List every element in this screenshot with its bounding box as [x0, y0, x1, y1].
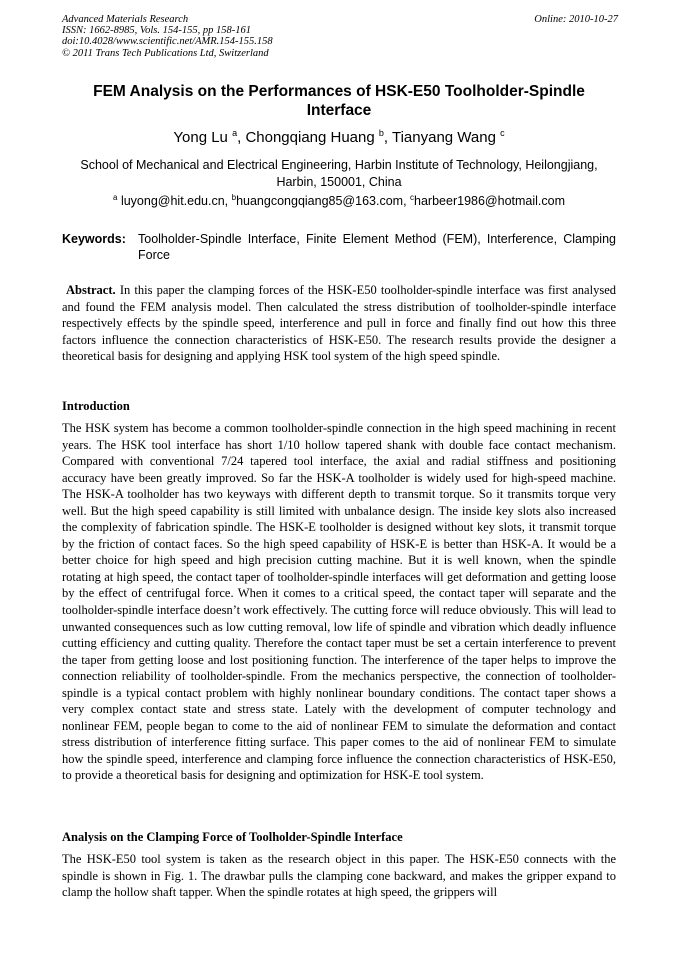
abstract-paragraph [62, 282, 616, 365]
introduction-paragraph: The HSK system has become a common toolholder-spindle connection in the high speed machining in recent years. The HSK tool interface has short 1/10 hollow tapered shank with double face contact mechanism. Compared with conventional 7/24 tapered tool interface, the axial and radial stiffness and positioning accuracy have been greatly improved. So far the HSK-A toolholder is widely used for high-speed machine. The HSK-A toolholder has two keyways with different depth to transmit torque. So it transmits torque very well. But the high speed capability is still limited with unbalance design. The inside key slots also increased the complexity of fabrication spindle. The HSK-E toolholder is designed without key slots, it transmit torque by the friction of contact faces. So the high speed capability of HSK-E is better than HSK-A. It would be a better choice for high speed and high precision cutting machine. But it is well known, when the spindle rotating at high speed, the contact taper of toolholder-spindle interfaces will get deformation and getting loose by the effect of centrifugal force. When it comes to a critical speed, the contact taper will separate and the toolholder-spindle interface doesn’t work effectively. The cutting force will reduce obviously. This will lead to unwanted consequences such as low cutting removal, low life of spindle and vibration which deadly influence cutting efficiency and cutting quality. Therefore the contact taper must be set a certain interference to prevent the taper from getting loose and lost positioning function. The interference of the taper helps to improve the connection reliability of toolholder-spindle. From the mechanics perspective, the connection of toolholder-spindle is a typical contact problem with highly nonlinear boundary conditions. The contact taper shows a very complex contact state and stress state. Lately with the development of computer technology and nonlinear FEM, people began to come to the aid of nonlinear FEM to simulate the deformation and contact stress distribution of interference fitting surface. This paper comes to the aid of nonlinear FEM to simulate how the spindle speed, interference and clamping force influence the connection characteristics of HSK-E50, to provide a theoretical basis for designing and optimization for HSK-E tool system. [62, 421, 616, 783]
email-address: luyong@hit.edu.cn, [120, 194, 229, 208]
email-list [62, 193, 616, 209]
author-name: Chongqiang Huang [245, 129, 375, 146]
email-address: harbeer1986@hotmail.com [414, 194, 565, 208]
section-paragraph: The HSK-E50 tool system is taken as the research object in this paper. The HSK-E50 connects with the spindle is shown in Fig. 1. The drawbar pulls the clamping cone backward, and makes the gripper expand to clamp the hollow shaft tapper. When the spindle rotates at high speed, the grippers will [62, 852, 616, 900]
abstract-text: In this paper the clamping forces of the HSK-E50 toolholder-spindle interface was first analysed and found the FEM analysis model. Then calculated the stress distribution of toolholder-spindle interface respectively effects by the spindle speed, interference and pull in force and finally find out how this three factors influence the connection characteristics of HSK-E50. The research results provide the designer a theoretical basis for designing and applying HSK tool system of the high speed spindle. [62, 283, 616, 364]
journal-name: Advanced Materials Research [62, 14, 189, 25]
copyright-line: © 2011 Trans Tech Publications Ltd, Switzerland [62, 47, 269, 59]
email-superscript: a [113, 192, 118, 202]
online-date: Online: 2010-10-27 [534, 14, 618, 25]
email-superscript: b [231, 192, 237, 202]
email-superscript: c [410, 192, 415, 202]
section-heading: Analysis on the Clamping Force of Toolholder-Spindle Interface [62, 830, 403, 844]
affiliation: School of Mechanical and Electrical Engineering, Harbin Institute of Technology, Heilongjiang, Harbin, 150001, China [80, 158, 598, 189]
doi-line: doi:10.4028/www.scientific.net/AMR.154-155.158 [62, 36, 273, 48]
keywords-text: Toolholder-Spindle Interface, Finite Element Method (FEM), Interference, Clamping Force [138, 232, 616, 262]
introduction-heading: Introduction [62, 399, 130, 413]
author-superscript: c [500, 128, 505, 138]
issn-line: ISSN: 1662-8985, Vols. 154-155, pp 158-161 [62, 25, 251, 37]
author-name: Yong Lu [173, 129, 228, 146]
author-name: Tianyang Wang [391, 129, 496, 146]
author-superscript: a [232, 128, 238, 138]
publication-header [62, 14, 618, 59]
email-address: huangcongqiang85@163.com, [236, 194, 407, 208]
keywords-block [62, 231, 616, 263]
abstract-label: Abstract. [66, 283, 116, 297]
author-list: Yong Lu $^a$, Chongqiang Huang $^b$, Tianyang Wang $^c$ [173, 128, 505, 146]
paper-title: FEM Analysis on the Performances of HSK-E50 Toolholder-Spindle Interface [93, 83, 585, 119]
keywords-label: Keywords: [62, 232, 126, 246]
author-superscript: b [378, 128, 384, 138]
